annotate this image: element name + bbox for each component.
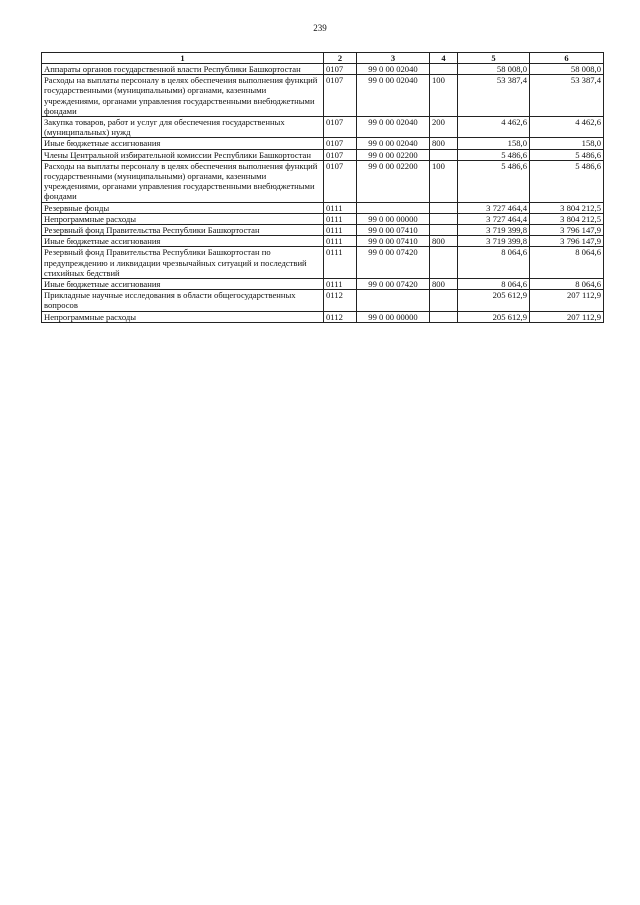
row-section-cell: 0107: [324, 138, 357, 149]
row-name-cell: Закупка товаров, работ и услуг для обеспечения государственных (муниципальных) нужд: [42, 117, 324, 138]
row-target-code-cell: 99 0 00 07420: [357, 247, 430, 279]
column-header-expense-kind: 4: [430, 53, 458, 64]
row-name-cell: Резервный фонд Правительства Республики Башкортостан по предупреждению и ликвидации чрезвычайных ситуаций и последствий стихийных бедствий: [42, 247, 324, 279]
row-name-cell: Резервный фонд Правительства Республики Башкортостан: [42, 225, 324, 236]
budget-table: [41, 52, 604, 323]
row-amount-1-cell: 5 486,6: [458, 149, 530, 160]
row-amount-1-cell: 158,0: [458, 138, 530, 149]
row-name-cell: Аппараты органов государственной власти Республики Башкортостан: [42, 64, 324, 75]
row-name-cell: Иные бюджетные ассигнования: [42, 138, 324, 149]
row-amount-1-cell: 3 727 464,4: [458, 202, 530, 213]
table-row: [42, 202, 604, 213]
row-name-cell: Непрограммные расходы: [42, 213, 324, 224]
row-amount-1-cell: 3 719 399,8: [458, 236, 530, 247]
row-target-code-cell: [357, 290, 430, 311]
row-amount-2-cell: 3 796 147,9: [530, 236, 604, 247]
table-row: [42, 290, 604, 311]
row-amount-2-cell: 53 387,4: [530, 75, 604, 117]
table-body: [42, 64, 604, 323]
row-section-cell: 0107: [324, 149, 357, 160]
row-amount-1-cell: 8 064,6: [458, 279, 530, 290]
row-expense-kind-cell: [430, 311, 458, 322]
row-amount-2-cell: 58 008,0: [530, 64, 604, 75]
row-name-cell: Непрограммные расходы: [42, 311, 324, 322]
row-expense-kind-cell: [430, 290, 458, 311]
row-section-cell: 0111: [324, 279, 357, 290]
table-row: [42, 160, 604, 202]
row-expense-kind-cell: 100: [430, 160, 458, 202]
table-row: [42, 64, 604, 75]
page-number: 239: [313, 23, 327, 33]
row-amount-1-cell: 205 612,9: [458, 290, 530, 311]
row-amount-2-cell: 3 796 147,9: [530, 225, 604, 236]
row-target-code-cell: [357, 202, 430, 213]
row-section-cell: 0111: [324, 202, 357, 213]
table-row: [42, 225, 604, 236]
row-section-cell: 0111: [324, 213, 357, 224]
row-name-cell: Члены Центральной избирательной комиссии Республики Башкортостан: [42, 149, 324, 160]
row-amount-2-cell: 8 064,6: [530, 247, 604, 279]
row-amount-1-cell: 3 727 464,4: [458, 213, 530, 224]
row-amount-2-cell: 3 804 212,5: [530, 213, 604, 224]
row-expense-kind-cell: 800: [430, 236, 458, 247]
row-target-code-cell: 99 0 00 02040: [357, 64, 430, 75]
row-section-cell: 0107: [324, 64, 357, 75]
row-amount-1-cell: 8 064,6: [458, 247, 530, 279]
row-name-cell: Прикладные научные исследования в области общегосударственных вопросов: [42, 290, 324, 311]
table-row: [42, 311, 604, 322]
row-target-code-cell: 99 0 00 02040: [357, 138, 430, 149]
row-target-code-cell: 99 0 00 07410: [357, 236, 430, 247]
row-expense-kind-cell: [430, 202, 458, 213]
row-amount-2-cell: 8 064,6: [530, 279, 604, 290]
table-row: [42, 236, 604, 247]
row-name-cell: Расходы на выплаты персоналу в целях обеспечения выполнения функций государственными (муниципальными) органами, казенными учреждениями, органами управления государственными внебюджетными фондами: [42, 75, 324, 117]
table-row: [42, 138, 604, 149]
row-amount-1-cell: 205 612,9: [458, 311, 530, 322]
row-section-cell: 0112: [324, 311, 357, 322]
row-section-cell: 0107: [324, 160, 357, 202]
row-target-code-cell: 99 0 00 00000: [357, 213, 430, 224]
table-row: [42, 117, 604, 138]
row-amount-1-cell: 3 719 399,8: [458, 225, 530, 236]
row-target-code-cell: 99 0 00 07420: [357, 279, 430, 290]
row-expense-kind-cell: 800: [430, 279, 458, 290]
row-section-cell: 0111: [324, 225, 357, 236]
row-amount-2-cell: 207 112,9: [530, 290, 604, 311]
row-section-cell: 0112: [324, 290, 357, 311]
row-expense-kind-cell: 800: [430, 138, 458, 149]
table-row: [42, 149, 604, 160]
row-target-code-cell: 99 0 00 02200: [357, 160, 430, 202]
row-amount-2-cell: 5 486,6: [530, 160, 604, 202]
row-target-code-cell: 99 0 00 07410: [357, 225, 430, 236]
column-header-name: 1: [42, 53, 324, 64]
row-section-cell: 0107: [324, 75, 357, 117]
row-target-code-cell: 99 0 00 02200: [357, 149, 430, 160]
row-name-cell: Расходы на выплаты персоналу в целях обеспечения выполнения функций государственными (муниципальными) органами, казенными учреждениями, органами управления государственными внебюджетными фондами: [42, 160, 324, 202]
table-header-row: [42, 53, 604, 64]
row-expense-kind-cell: 200: [430, 117, 458, 138]
column-header-target-code: 3: [357, 53, 430, 64]
table-row: [42, 247, 604, 279]
row-amount-1-cell: 5 486,6: [458, 160, 530, 202]
row-amount-1-cell: 53 387,4: [458, 75, 530, 117]
row-expense-kind-cell: [430, 247, 458, 279]
row-section-cell: 0111: [324, 236, 357, 247]
row-target-code-cell: 99 0 00 02040: [357, 117, 430, 138]
table-row: [42, 75, 604, 117]
table-row: [42, 213, 604, 224]
column-header-amount-1: 5: [458, 53, 530, 64]
row-expense-kind-cell: [430, 64, 458, 75]
table-row: [42, 279, 604, 290]
row-expense-kind-cell: [430, 149, 458, 160]
row-amount-2-cell: 3 804 212,5: [530, 202, 604, 213]
row-amount-1-cell: 4 462,6: [458, 117, 530, 138]
row-amount-2-cell: 5 486,6: [530, 149, 604, 160]
row-expense-kind-cell: [430, 213, 458, 224]
row-expense-kind-cell: [430, 225, 458, 236]
row-target-code-cell: 99 0 00 02040: [357, 75, 430, 117]
row-amount-2-cell: 207 112,9: [530, 311, 604, 322]
row-amount-2-cell: 4 462,6: [530, 117, 604, 138]
row-target-code-cell: 99 0 00 00000: [357, 311, 430, 322]
row-amount-2-cell: 158,0: [530, 138, 604, 149]
row-amount-1-cell: 58 008,0: [458, 64, 530, 75]
row-name-cell: Иные бюджетные ассигнования: [42, 279, 324, 290]
row-section-cell: 0107: [324, 117, 357, 138]
row-name-cell: Резервные фонды: [42, 202, 324, 213]
column-header-amount-2: 6: [530, 53, 604, 64]
row-name-cell: Иные бюджетные ассигнования: [42, 236, 324, 247]
row-section-cell: 0111: [324, 247, 357, 279]
column-header-section: 2: [324, 53, 357, 64]
row-expense-kind-cell: 100: [430, 75, 458, 117]
